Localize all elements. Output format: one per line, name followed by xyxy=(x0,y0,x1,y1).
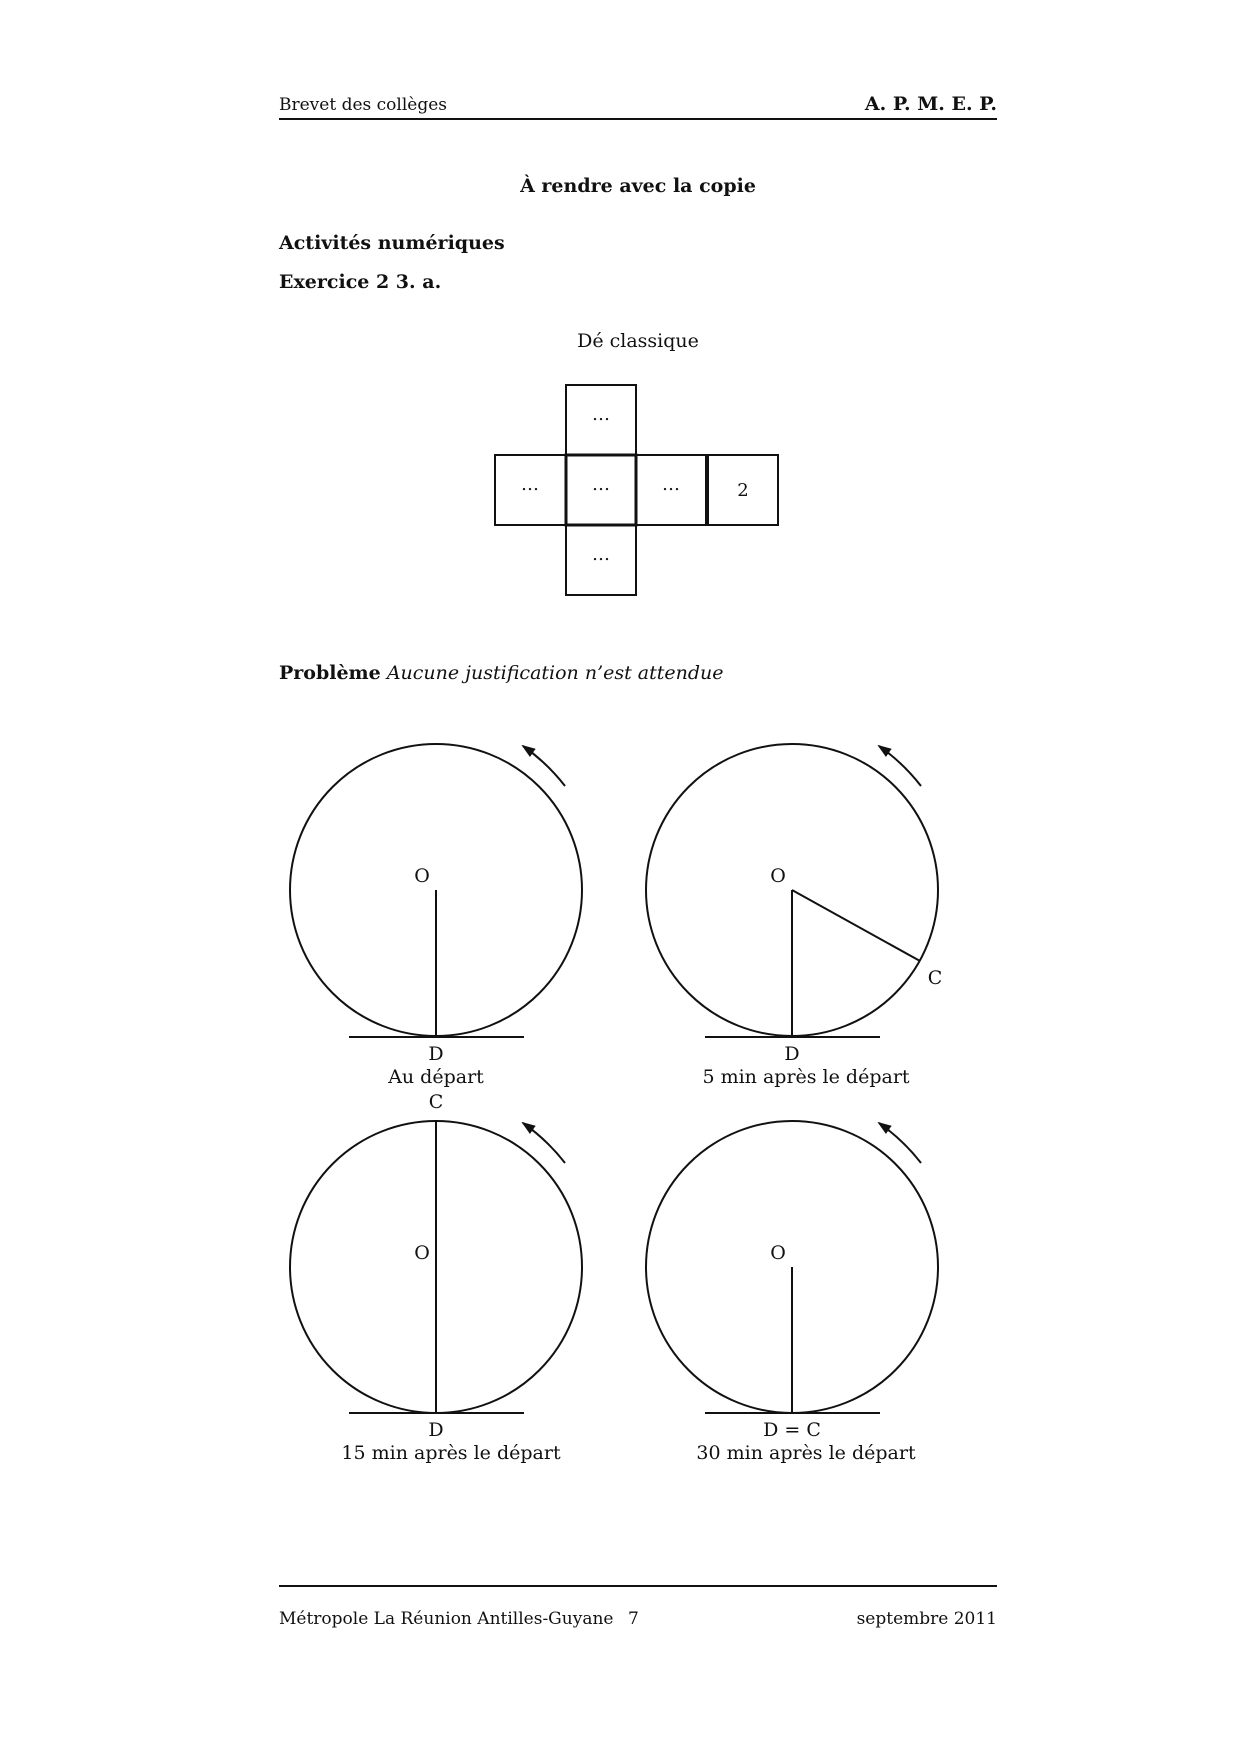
bottom-label: D xyxy=(428,1043,444,1065)
wheel-caption: 15 min après le départ xyxy=(341,1442,561,1464)
wheel-5min xyxy=(646,744,938,1037)
footer-left: Métropole La Réunion Antilles-Guyane xyxy=(279,1609,614,1629)
header-right: A. P. M. E. P. xyxy=(864,93,997,115)
page-title: À rendre avec la copie xyxy=(520,175,756,197)
center-label: O xyxy=(414,865,430,887)
top-label: C xyxy=(428,1091,444,1113)
wheel-15min xyxy=(290,1121,582,1413)
footer-rule xyxy=(279,1585,997,1587)
footer-page-number: 7 xyxy=(628,1609,639,1629)
problem-label: Problème xyxy=(279,662,381,684)
center-label: O xyxy=(770,1242,786,1264)
footer-right: septembre 2011 xyxy=(856,1609,997,1629)
dice-label-center: … xyxy=(592,474,610,495)
exercise-heading: Exercice 2 3. a. xyxy=(279,271,442,293)
point-label: C xyxy=(927,967,943,989)
center-label: O xyxy=(770,865,786,887)
rotation-arrow xyxy=(523,746,565,786)
section-heading: Activités numériques xyxy=(279,232,505,254)
rotation-arrow xyxy=(879,746,921,786)
wheel-30min xyxy=(646,1121,938,1413)
bottom-label: D xyxy=(784,1043,800,1065)
wheel-start xyxy=(290,744,582,1037)
dice-label-right1: … xyxy=(662,474,680,495)
wheel-caption: 30 min après le départ xyxy=(696,1442,916,1464)
rotation-arrow xyxy=(523,1123,565,1163)
dice-label-right2: 2 xyxy=(737,480,749,501)
wheel-caption: Au départ xyxy=(388,1066,484,1088)
wheel-radius-c xyxy=(792,890,920,961)
center-label: O xyxy=(414,1242,430,1264)
wheel-caption: 5 min après le départ xyxy=(702,1066,910,1088)
rotation-arrow xyxy=(879,1123,921,1163)
problem-note: Aucune justification n’est attendue xyxy=(386,662,724,684)
dice-label-top: … xyxy=(592,404,610,425)
header-left: Brevet des collèges xyxy=(279,95,448,115)
dice-title: Dé classique xyxy=(577,330,699,352)
bottom-label: D = C xyxy=(763,1419,821,1441)
dice-label-left: … xyxy=(521,474,539,495)
dice-label-bottom: … xyxy=(592,544,610,565)
bottom-label: D xyxy=(428,1419,444,1441)
